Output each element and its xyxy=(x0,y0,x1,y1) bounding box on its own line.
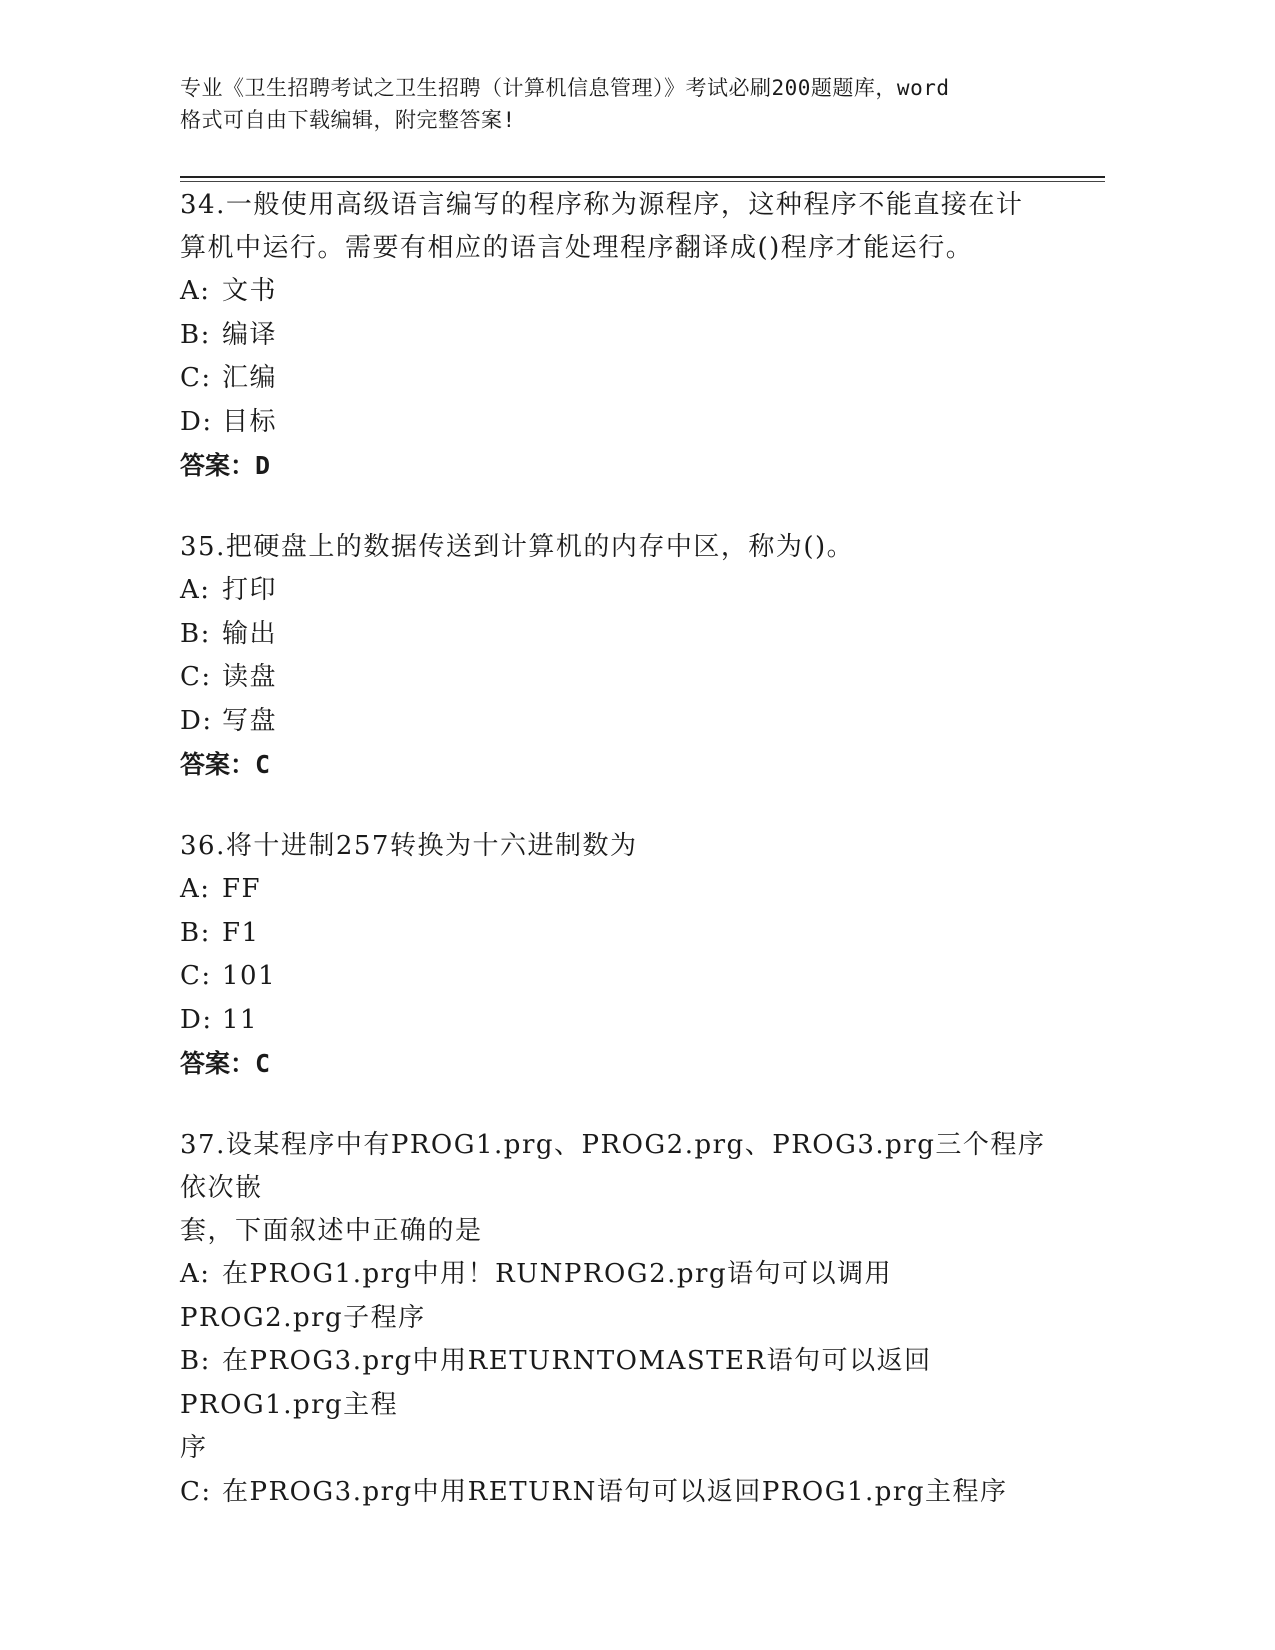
option-b xyxy=(180,613,1050,657)
question-list xyxy=(180,184,1050,1552)
option-text: FF xyxy=(222,874,262,904)
question-37 xyxy=(180,1124,1050,1514)
option-key: A: xyxy=(180,575,211,605)
header-divider-thick xyxy=(180,176,1105,178)
answer-line: 答案：C xyxy=(180,1049,271,1078)
option-text: 在PROG3.prg中用RETURN语句可以返回PROG1.prg主程序 xyxy=(222,1476,1008,1507)
option-text: 11 xyxy=(222,1004,259,1035)
option-d xyxy=(180,700,1050,744)
header-line-2: 格式可自由下载编辑，附完整答案! xyxy=(180,108,516,132)
option-key: B: xyxy=(180,618,211,649)
option-key: D: xyxy=(180,1004,213,1035)
option-text: 在PROG3.prg中用RETURNTOMASTER语句可以返回PROG1.prg主程 xyxy=(180,1346,932,1420)
option-a xyxy=(180,1253,1050,1340)
option-key: B: xyxy=(180,319,211,350)
answer-line: 答案：C xyxy=(180,750,271,779)
option-d xyxy=(180,999,1050,1043)
option-text: 目标 xyxy=(222,406,278,437)
option-key: C: xyxy=(180,1476,212,1507)
question-stem-line: 算机中运行。需要有相应的语言处理程序翻译成()程序才能运行。 xyxy=(180,233,974,263)
option-a xyxy=(180,569,1050,613)
option-c xyxy=(180,357,1050,401)
option-c xyxy=(180,1471,1050,1515)
option-text: 汇编 xyxy=(222,363,278,393)
option-c xyxy=(180,656,1050,700)
option-key: C: xyxy=(180,363,212,393)
option-text: 文书 xyxy=(222,276,278,306)
option-text: 读盘 xyxy=(222,662,278,692)
option-text: 写盘 xyxy=(222,705,278,736)
question-35 xyxy=(180,526,1050,787)
option-key: D: xyxy=(180,705,213,736)
option-key: A: xyxy=(180,276,211,306)
option-key: B: xyxy=(180,917,211,948)
document-header xyxy=(180,72,1060,136)
option-text: 在PROG1.prg中用！RUNPROG2.prg语句可以调用PROG2.prg子程序 xyxy=(180,1259,893,1333)
option-key: B: xyxy=(180,1346,211,1376)
option-a xyxy=(180,270,1050,314)
option-key: C: xyxy=(180,662,212,692)
question-36 xyxy=(180,825,1050,1086)
header-line-1: 专业《卫生招聘考试之卫生招聘（计算机信息管理）》考试必刷200题题库，word xyxy=(180,76,950,100)
option-text: 101 xyxy=(222,961,277,991)
option-key: C: xyxy=(180,961,212,991)
option-text: F1 xyxy=(222,917,260,948)
option-text: 打印 xyxy=(222,575,278,605)
option-d xyxy=(180,401,1050,445)
option-b xyxy=(180,1340,1050,1427)
question-stem-line: 37.设某程序中有PROG1.prg、PROG2.prg、PROG3.prg三个程序依次嵌 xyxy=(180,1130,1046,1203)
option-b-continued xyxy=(180,1427,1050,1471)
option-key: D: xyxy=(180,406,213,437)
question-stem-line: 套，下面叙述中正确的是 xyxy=(180,1216,483,1246)
option-text: 序 xyxy=(180,1433,208,1463)
option-b xyxy=(180,314,1050,358)
question-stem-line: 36.将十进制257转换为十六进制数为 xyxy=(180,831,638,861)
answer-line: 答案：D xyxy=(180,451,271,480)
option-key: A: xyxy=(180,1259,211,1289)
option-c xyxy=(180,955,1050,999)
option-a xyxy=(180,868,1050,912)
question-34 xyxy=(180,184,1050,488)
option-text: 编译 xyxy=(222,319,278,350)
question-stem-line: 35.把硬盘上的数据传送到计算机的内存中区，称为()。 xyxy=(180,532,855,562)
question-stem-line: 34.一般使用高级语言编写的程序称为源程序，这种程序不能直接在计 xyxy=(180,190,1024,220)
option-key: A: xyxy=(180,874,211,904)
option-text: 输出 xyxy=(222,618,278,649)
header-divider-thin xyxy=(180,181,1105,182)
option-b xyxy=(180,912,1050,956)
